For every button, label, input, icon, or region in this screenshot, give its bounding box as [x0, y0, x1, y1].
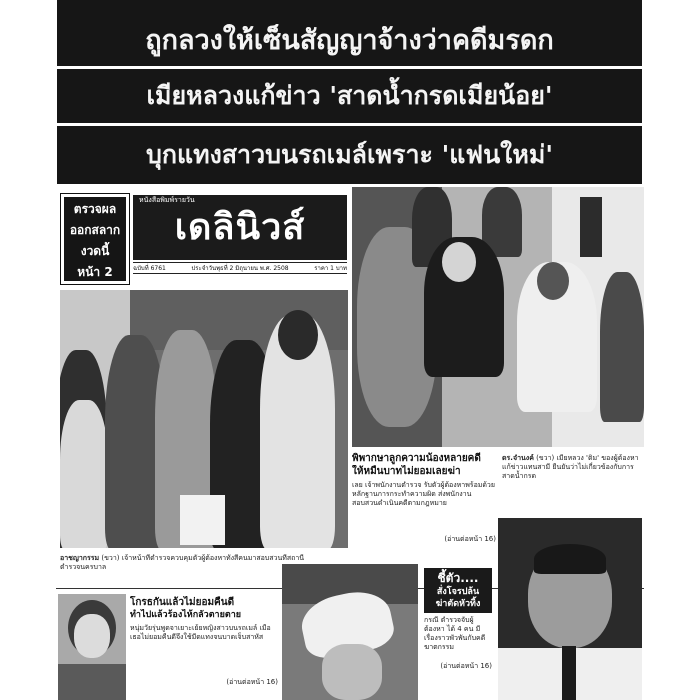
headline-banner-4 — [57, 126, 642, 184]
caption-right-label: ดร.จำนงค์ — [502, 454, 534, 462]
masthead-info-bar — [133, 262, 347, 274]
headline-banner-2 — [57, 12, 642, 66]
lottery-line-4: หน้า 2 — [77, 265, 113, 279]
story-bottom-left-headline-1: โกรธกันแล้วไม่ยอมคืนดี — [130, 597, 235, 608]
story-bottom-left-continued: (อ่านต่อหน้า 16) — [226, 678, 278, 686]
masthead-tagline: หนังสือพิมพ์รายวัน — [139, 196, 195, 204]
headline-4-text: บุกแทงสาวบนรถเมล์เพราะ 'แฟนใหม่' — [145, 140, 553, 169]
masthead-title: เดลินิวส์ — [174, 207, 306, 248]
story-right-headline-1: พิพากษาลูกความน้องหลายคดี — [352, 453, 481, 464]
photo-wives-room — [352, 187, 644, 447]
photo-injured-woman — [282, 564, 418, 700]
caption-left-label: อาชญากรรม — [60, 554, 100, 562]
box-bottom-center — [424, 568, 492, 700]
lottery-box — [61, 194, 129, 284]
story-right-continued: (อ่านต่อหน้า 16) — [444, 535, 496, 543]
caption-right — [502, 454, 642, 514]
box-title-3: ฆ่าตัดหัวทิ้ง — [435, 599, 481, 609]
box-title-2: สั่งโจรปล้น — [436, 587, 480, 597]
headline-3-text: เมียหลวงแก้ข่าว 'สาดน้ำกรดเมียน้อย' — [146, 81, 553, 110]
story-bottom-left — [130, 596, 278, 700]
box-continued: (อ่านต่อหน้า 16) — [440, 662, 492, 670]
photo-arrest-suspects — [60, 290, 348, 548]
story-right-headline-2: ให้หมื่นบาทไม่ยอมเลยฆ่า — [352, 466, 461, 477]
story-bottom-left-headline-2: ทำไปแล้วร้องไห้กลัวตายตาย — [130, 610, 242, 620]
box-title-1: ชี้ตัว.... — [437, 571, 479, 585]
story-right-body: เลย เจ้าพนักงานตำรวจ รับตัวผู้ต้องหาพร้อมด้วยหลักฐานการกระทำความผิด ส่งพนักงานสอบสวนดำเนินคดีตามกฎหมาย — [352, 481, 495, 507]
caption-right-text: (ขวา) เมียหลวง 'ติ๋ม' ของผู้ต้องหาแก้ข่าวแทนสามี ยืนยันว่าไม่เกี่ยวข้องกับการสาดน้ำกรด — [502, 454, 639, 480]
photo-official-portrait — [498, 518, 642, 700]
box-body: กรณี ตำรวจจับผู้ต้องหา ได้ 4 คน มีเรื่องราวพัวพันกับคดีฆาตกรรม — [424, 616, 486, 651]
box-title — [424, 568, 492, 613]
story-bottom-left-body: หนุ่มวัยรุ่นพูดจาเยาะเย้ยหญิงสาวบนรถเมล์ เมื่อเธอไม่ยอมคืนดีจึงใช้มีดแทงจนบาดเจ็บสาหัส — [130, 624, 271, 641]
issue-date: ประจำวันพุธที่ 2 มิถุนายน พ.ศ. 2508 — [191, 265, 289, 272]
issue-price: ราคา 1 บาท — [314, 265, 347, 272]
masthead — [133, 195, 347, 260]
story-right — [352, 452, 496, 564]
lottery-line-3: งวดนี้ — [80, 244, 110, 258]
headline-2-text: ถูกลวงให้เซ็นสัญญาจ้างว่าคดีมรดก — [145, 24, 554, 56]
lottery-line-2: ออกสลาก — [69, 223, 121, 237]
caption-left-text: (ขวา) เจ้าหน้าที่ตำรวจควบคุมตัวผู้ต้องหาทั้งสี่คนมาสอบสวนที่สถานีตำรวจนครบาล — [60, 554, 305, 571]
headline-banner-1 — [57, 0, 642, 12]
issue-number: ฉบับที่ 6761 — [133, 265, 166, 272]
headline-banner-3 — [57, 69, 642, 123]
photo-young-man-portrait — [58, 594, 126, 700]
lottery-line-1: ตรวจผล — [73, 202, 117, 216]
